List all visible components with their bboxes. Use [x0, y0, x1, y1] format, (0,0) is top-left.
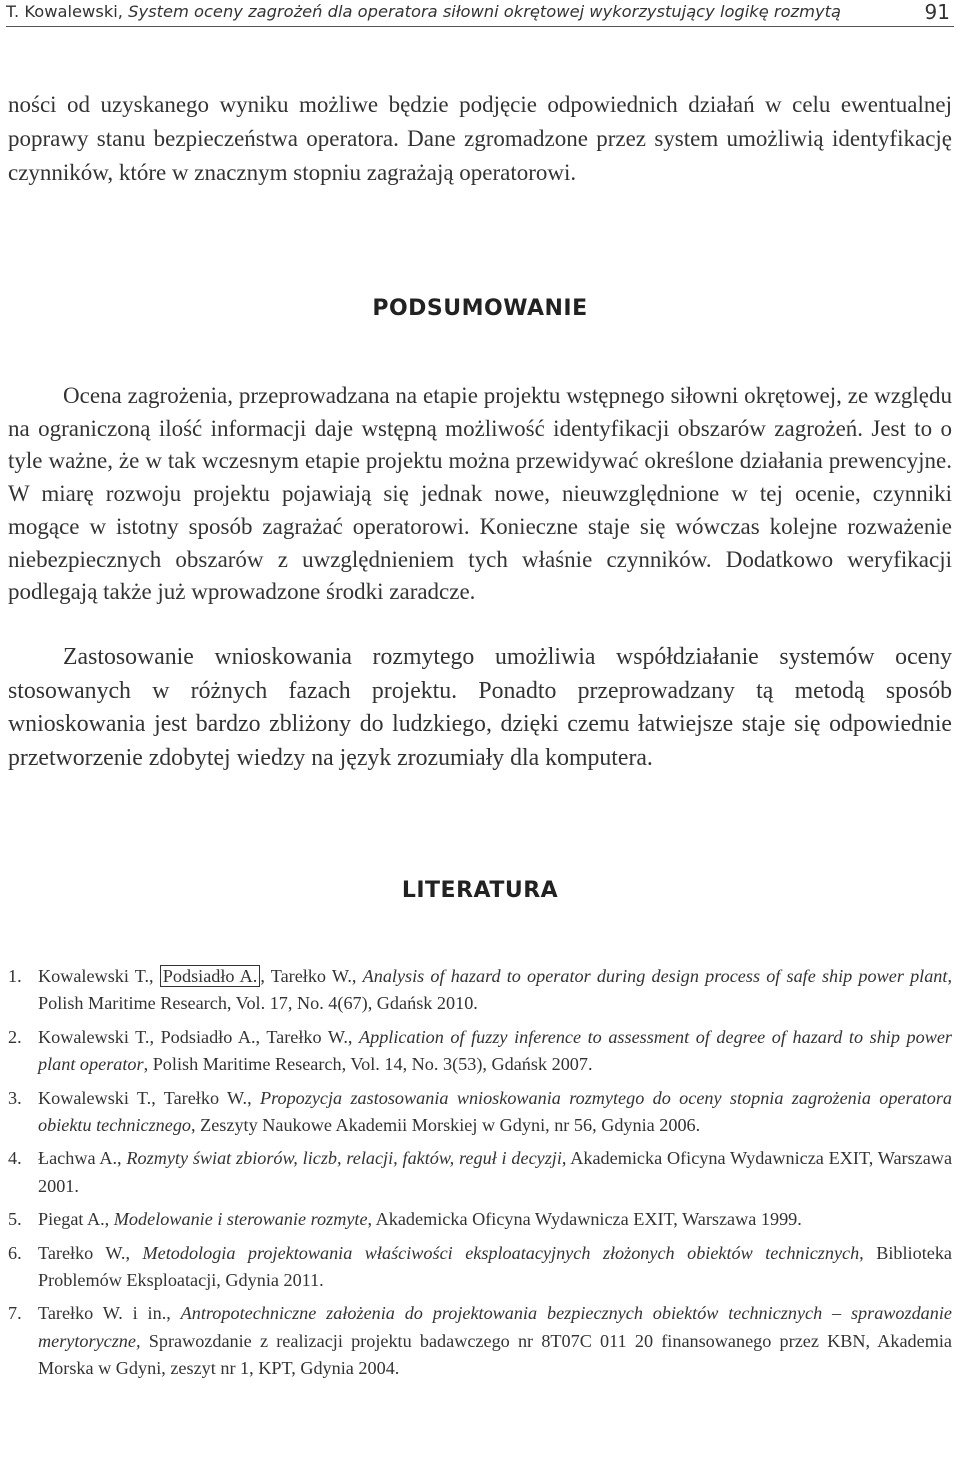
- reference-title: Analysis of hazard to operator during design process of safe ship power plant: [362, 966, 948, 986]
- reference-title: Metodologia projektowania właściwości eksploatacyjnych złożonych obiektów technicznych,: [142, 1242, 864, 1263]
- reference-authors: Kowalewski T.,: [38, 966, 160, 986]
- reference-title: Modelowanie i sterowanie rozmyte: [113, 1209, 368, 1230]
- summary-paragraph-1: Ocena zagrożenia, przeprowadzana na etapie projektu wstępnego siłowni okrętowej, ze względu na ograniczoną ilość informacji daje wstępną możliwość identyfikacji obszarów zagrożeń. Jest to o tyle ważne, że w tak wczesnym etapie projektu można przewidywać określone działania prewencyjne. W miarę rozwoju projektu pojawiają się jednak nowe, nieuwzględnione w tej ocenie, czynniki mogące w istotny sposób zagrażać operatorowi. Konieczne staje się wówczas kolejne rozważenie niebezpiecznych obszarów z uwzględnieniem tych właśnie czynników. Dodatkowo weryfikacji podlegają także już wprowadzone środki zaradcze.: [8, 383, 952, 605]
- reference-details: , Polish Maritime Research, Vol. 17, No. 4(67), Gdańsk 2010.: [38, 966, 952, 1014]
- reference-details: Biblioteka Problemów Eksploatacji, Gdynia 2011.: [38, 1242, 952, 1291]
- reference-number: 7.: [8, 1303, 22, 1324]
- reference-number: 6.: [8, 1242, 22, 1263]
- reference-details: , Polish Maritime Research, Vol. 14, No. 3(53), Gdańsk 2007.: [143, 1054, 593, 1075]
- reference-details: , Akademicka Oficyna Wydawnicza EXIT, Warszawa 1999.: [367, 1209, 802, 1230]
- reference-title: Application of fuzzy inference to assessment of degree of hazard to ship power plant operator: [38, 1026, 952, 1075]
- reference-author-highlight: Podsiadło A.: [160, 965, 261, 987]
- reference-item: [8, 1206, 952, 1233]
- reference-details: Sprawozdanie z realizacji projektu badawczego nr 8T07C 011 20 finansowanego przez KBN, Akademia Morska w Gdyni, zeszyt nr 1, KPT, Gdynia 2004.: [38, 1330, 952, 1379]
- reference-authors: Łachwa A.,: [38, 1148, 127, 1169]
- summary-heading: PODSUMOWANIE: [372, 296, 588, 321]
- reference-item: [8, 1145, 952, 1200]
- reference-item: [8, 1300, 952, 1382]
- reference-authors: Piegat A.,: [38, 1209, 114, 1230]
- reference-item: [8, 1240, 952, 1295]
- reference-item: [8, 963, 952, 1018]
- reference-item: [8, 1085, 952, 1140]
- reference-list: [8, 963, 952, 1389]
- header-title: System oceny zagrożeń dla operatora siłowni okrętowej wykorzystujący logikę rozmytą: [128, 2, 841, 21]
- reference-authors: Tarełko W. i in.,: [38, 1303, 181, 1324]
- header-author: T. Kowalewski,: [6, 2, 129, 21]
- reference-title: Propozycja zastosowania wnioskowania rozmytego do oceny stopnia zagrożenia operatora obiektu technicznego: [38, 1087, 952, 1136]
- running-header: [6, 0, 954, 26]
- reference-number: 1.: [8, 966, 22, 986]
- header-citation: [6, 2, 841, 21]
- reference-title: Antropotechniczne założenia do projektowania bezpiecznych obiektów technicznych – sprawozdanie merytoryczne,: [38, 1303, 952, 1351]
- references-heading: LITERATURA: [401, 878, 559, 903]
- reference-title: Rozmyty świat zbiorów, liczb, relacji, faktów, reguł i decyzji: [126, 1148, 562, 1169]
- reference-authors: Tarełko W.,: [38, 1242, 143, 1263]
- reference-authors: Kowalewski T., Podsiadło A., Tarełko W.,: [38, 1026, 359, 1047]
- page-number: 91: [924, 0, 950, 24]
- reference-number: 2.: [8, 1026, 22, 1047]
- continuation-paragraph: ności od uzyskanego wyniku możliwe będzie podjęcie odpowiednich działań w celu ewentualnej poprawy stanu bezpieczeństwa operatora. Dane zgromadzone przez system umożliwią identyfikację czynników, które w znacznym stopniu zagrażają operatorowi.: [8, 92, 952, 185]
- reference-authors: Kowalewski T., Tarełko W.,: [38, 1087, 260, 1108]
- reference-authors-rest: , Tarełko W.,: [260, 966, 363, 986]
- reference-details: , Akademicka Oficyna Wydawnicza EXIT, Warszawa 2001.: [38, 1148, 953, 1196]
- reference-item: [8, 1024, 952, 1079]
- summary-paragraph-2: Zastosowanie wnioskowania rozmytego umożliwia współdziałanie systemów oceny stosowanych w różnych fazach projektu. Ponadto przeprowadzany tą metodą sposób wnioskowania jest bardzo zbliżony do ludzkiego, dzięki czemu łatwiejsze staje się odpowiednie przetworzenie zdobytej wiedzy na język zrozumiały dla komputera.: [8, 644, 952, 771]
- reference-number: 5.: [8, 1209, 22, 1230]
- reference-number: 4.: [8, 1148, 22, 1169]
- header-rule: [6, 26, 954, 27]
- reference-number: 3.: [8, 1087, 22, 1108]
- reference-details: , Zeszyty Naukowe Akademii Morskiej w Gdyni, nr 56, Gdynia 2006.: [191, 1115, 701, 1136]
